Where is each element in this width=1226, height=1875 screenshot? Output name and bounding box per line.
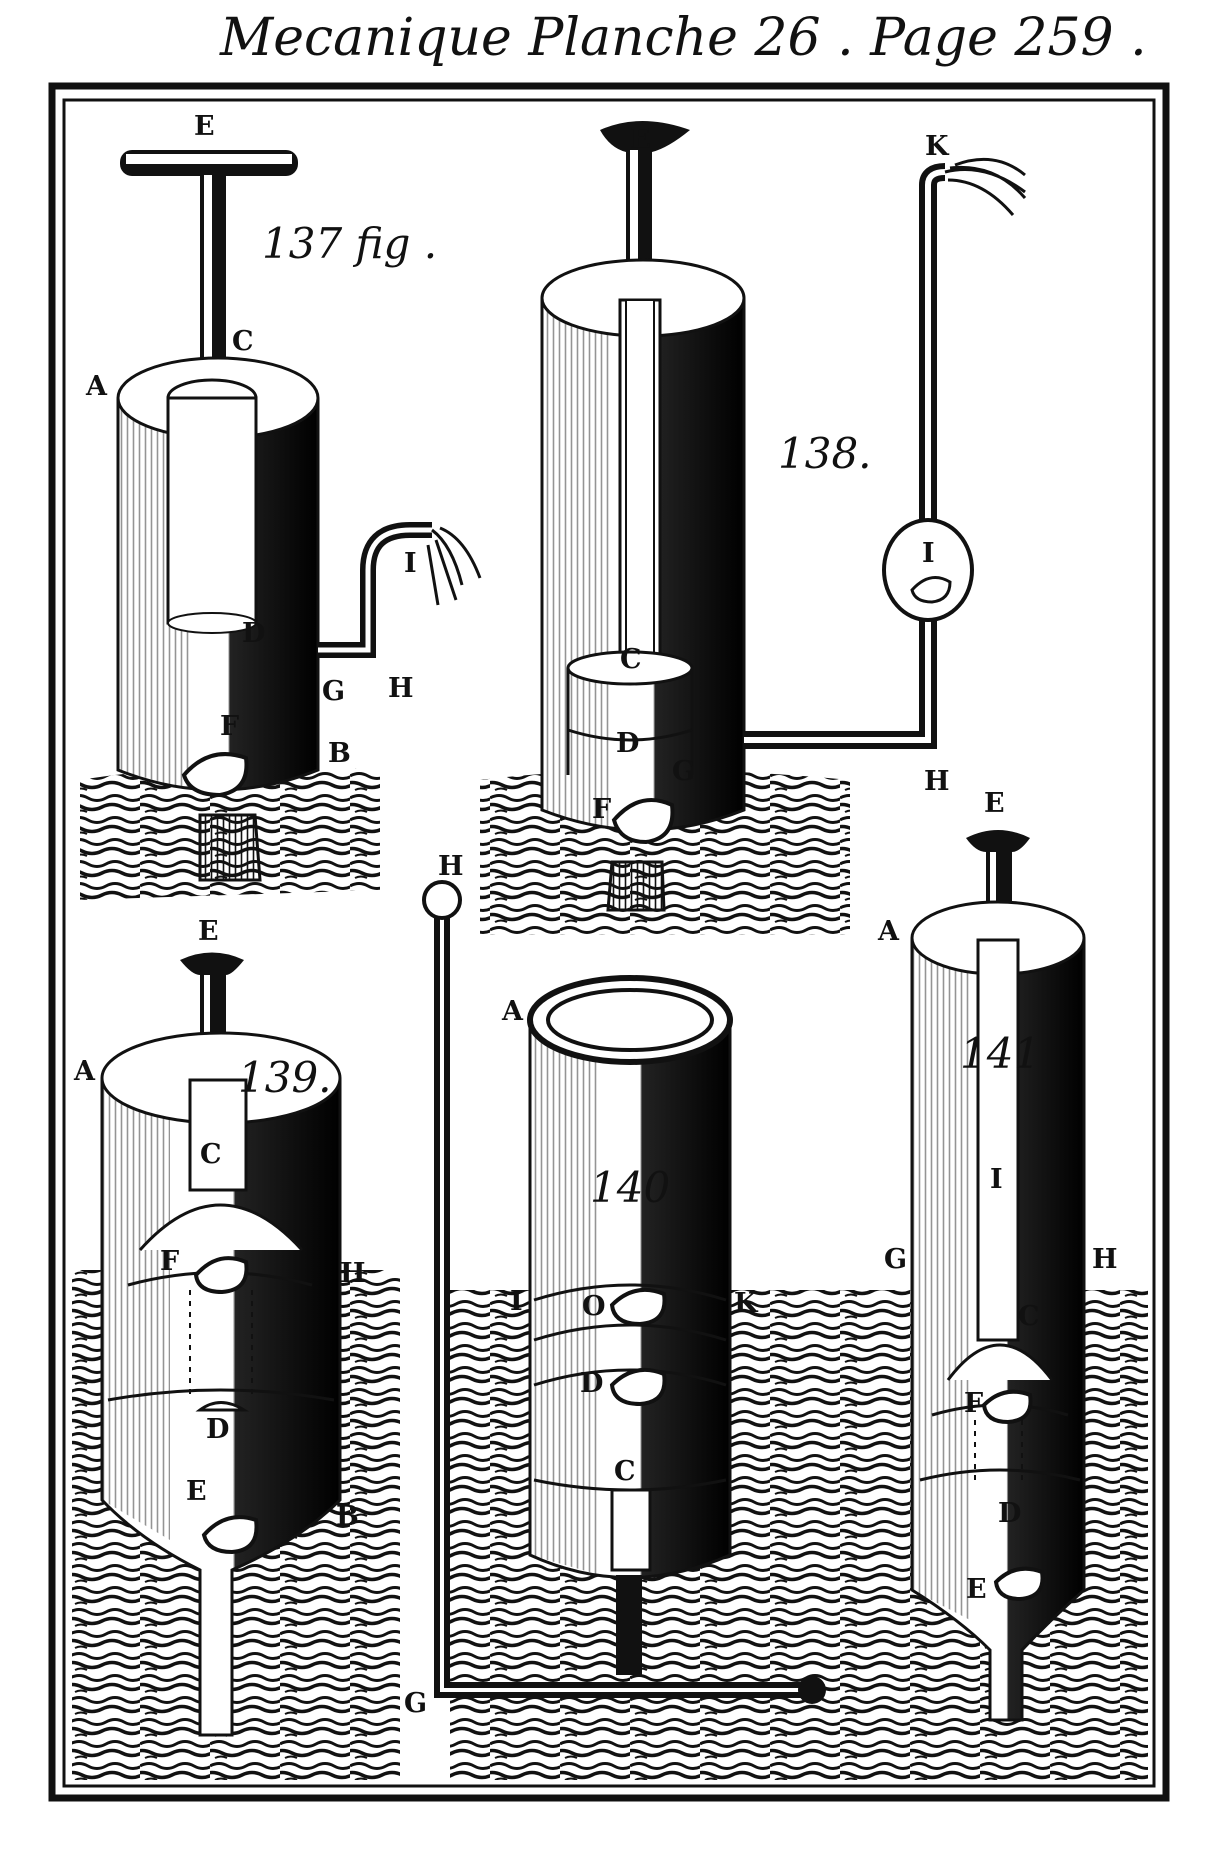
fig139-label-e-bottom: E [186,1476,207,1507]
fig140-label-d: D [580,1368,604,1399]
fig140-label-k: K [734,1288,758,1319]
fig138-label-i: I [922,538,935,569]
fig141-label-i: I [990,1164,1003,1195]
fig137-label-i: I [404,548,417,579]
fig138-label-e: E [630,124,651,155]
fig137-label-g: G [322,676,346,707]
fig140-label-a: A [502,996,523,1027]
fig139-label-d: D [206,1414,230,1445]
figure-140-number: 140 [590,1163,671,1212]
fig137-label-a: A [86,371,107,402]
fig139-label-e-top: E [198,916,219,947]
figure-137-number: 137 fig . [262,219,438,268]
fig138-label-d: D [616,728,640,759]
fig141-label-h: H [1092,1244,1118,1275]
figure-141-number: 141 [960,1029,1041,1078]
fig137-label-e: E [194,111,215,142]
fig138-label-k: K [925,131,949,162]
fig141-label-e-top: E [984,788,1005,819]
fig139-label-c: C [200,1139,222,1170]
fig137-label-b: B [328,738,351,769]
fig141-label-a: A [878,916,899,947]
fig140-label-h: H [438,851,464,882]
fig141-label-c: C [1018,1301,1040,1332]
fig140-label-g: G [404,1688,428,1719]
plate-title: Mecanique Planche 26 . Page 259 . [220,8,1147,68]
fig141-label-d: D [998,1498,1022,1529]
figure-139-number: 139. [238,1053,332,1102]
fig139-label-b: B [336,1501,359,1532]
fig137-label-c: C [232,326,254,357]
fig140-label-o: O [582,1291,606,1322]
fig137-label-d: D [242,618,266,649]
fig138-label-h: H [924,766,950,797]
fig140-label-c: C [614,1456,636,1487]
fig138-label-c: C [620,644,642,675]
fig139-label-h: H [340,1258,366,1289]
fig139-label-f: F [160,1246,180,1277]
fig137-label-h: H [388,673,414,704]
fig138-label-g: G [672,756,696,787]
fig139-label-a: A [74,1056,95,1087]
figure-141-pump [912,830,1084,1720]
fig141-label-e-bottom: E [966,1574,987,1605]
fig141-label-g: G [884,1244,908,1275]
fig138-label-f: F [592,794,612,825]
fig141-label-f: F [964,1388,984,1419]
fig140-label-i: I [510,1286,523,1317]
figure-138-number: 138. [778,429,872,478]
fig137-label-f: F [220,711,240,742]
